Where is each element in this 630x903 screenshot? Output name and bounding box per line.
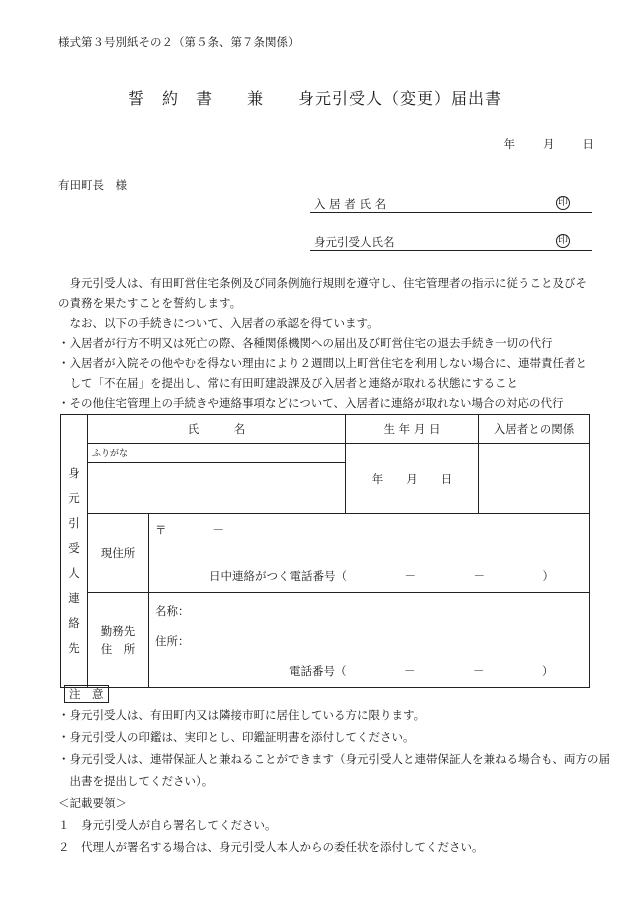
header-birthdate: 生 年 月 日 [346, 415, 479, 444]
resident-name-field[interactable] [310, 196, 592, 213]
workplace-phone: 電話番号（ － － ） [289, 664, 554, 678]
header-name: 氏 名 [88, 415, 346, 444]
side-label-char: 身 [68, 466, 80, 480]
document-title [0, 86, 630, 109]
side-label-char: 連 [68, 591, 80, 605]
address-label: 現住所 [88, 514, 149, 593]
form-code: 様式第３号別紙その２（第５条、第７条関係） [58, 35, 300, 49]
workplace-label-line2: 住 所 [100, 642, 136, 656]
notes-heading: 注 意 [64, 685, 109, 703]
side-label-char: 受 [68, 541, 80, 555]
guide-item: １ 身元引受人が自ら署名してください。 [58, 818, 277, 832]
workplace-label [88, 593, 149, 688]
notes-section [58, 704, 618, 858]
daytime-phone: 日中連絡がつく電話番号（ － － ） [209, 569, 554, 583]
birthdate-format: 年 月 日 [371, 471, 453, 486]
guide-heading: ＜記載要領＞ [58, 796, 127, 810]
side-label-char: 引 [68, 516, 80, 530]
side-label-char: 先 [68, 641, 80, 655]
workplace-address-label: 住所： [155, 634, 190, 648]
title-pledge: 誓 約 書 [127, 89, 213, 108]
furigana-field[interactable] [88, 444, 346, 463]
workplace-label-line1: 勤務先 [100, 624, 136, 638]
pledge-text [58, 273, 598, 413]
guide-item: ２ 代理人が署名する場合は、身元引受人本人からの委任状を添付してください。 [58, 840, 484, 854]
procedure-item: ・その他住宅管理上の手続きや連絡事項などについて、入居者に連絡が取れない場合の対応の代行 [58, 396, 564, 410]
seal-mark: 印 [558, 197, 568, 208]
side-label-char: 人 [68, 566, 80, 580]
note-item: ・身元引受人は、有田町内又は隣接市町に居住している方に限ります。 [58, 708, 426, 722]
date-year: 年 [503, 137, 515, 151]
furigana-label: ふりがな [92, 449, 129, 459]
note-item: ・身元引受人の印鑑は、実印とし、印鑑証明書を添付してください。 [58, 730, 415, 744]
title-and: 兼 [246, 89, 264, 108]
procedure-item: ・入居者が入院その他やむを得ない理由により２週間以上町営住宅を利用しない場合に、連帯責任者として「不在届」を提出し、常に有田町建設課及び入居者と連絡が取れる状態にすること [58, 356, 587, 390]
pledge-paragraph: 身元引受人は、有田町営住宅条例及び同条例施行規則を遵守し、住宅管理者の指示に従うこと及びその責務を果たすことを誓約します。 [58, 276, 587, 310]
name-field[interactable] [88, 463, 346, 514]
guarantor-name-label: 身元引受人氏名 [314, 235, 395, 249]
title-guarantor-notice: 身元引受人（変更）届出書 [298, 89, 503, 108]
date-month: 月 [543, 137, 555, 151]
header-relationship: 入居者との関係 [479, 415, 590, 444]
procedure-item: ・入居者が行方不明又は死亡の際、各種関係機関への届出及び町営住宅の退去手続き一切の代行 [58, 336, 553, 350]
guarantor-contact-table [60, 414, 590, 688]
relationship-field[interactable] [479, 444, 590, 514]
date-line [476, 136, 595, 152]
address-field[interactable] [149, 514, 590, 593]
side-label-char: 元 [68, 491, 80, 505]
side-label-char: 絡 [68, 616, 80, 630]
note-item: ・身元引受人は、連帯保証人と兼ねることができます（身元引受人と連帯保証人を兼ねる場合も、両方の届出書を提出してください）。 [58, 752, 610, 788]
guarantor-name-field[interactable] [310, 234, 592, 251]
date-day: 日 [582, 137, 594, 151]
contact-side-label [61, 415, 88, 688]
seal-mark: 印 [558, 235, 568, 246]
consent-paragraph: なお、以下の手続きについて、入居者の承認を得ています。 [69, 316, 379, 330]
postal-code: 〒 － [155, 523, 224, 537]
workplace-field[interactable] [149, 593, 590, 688]
workplace-name-label: 名称： [155, 604, 190, 618]
resident-name-label: 入 居 者 氏 名 [314, 197, 387, 211]
birthdate-field[interactable] [346, 444, 479, 514]
addressee: 有田町長 様 [58, 178, 127, 192]
